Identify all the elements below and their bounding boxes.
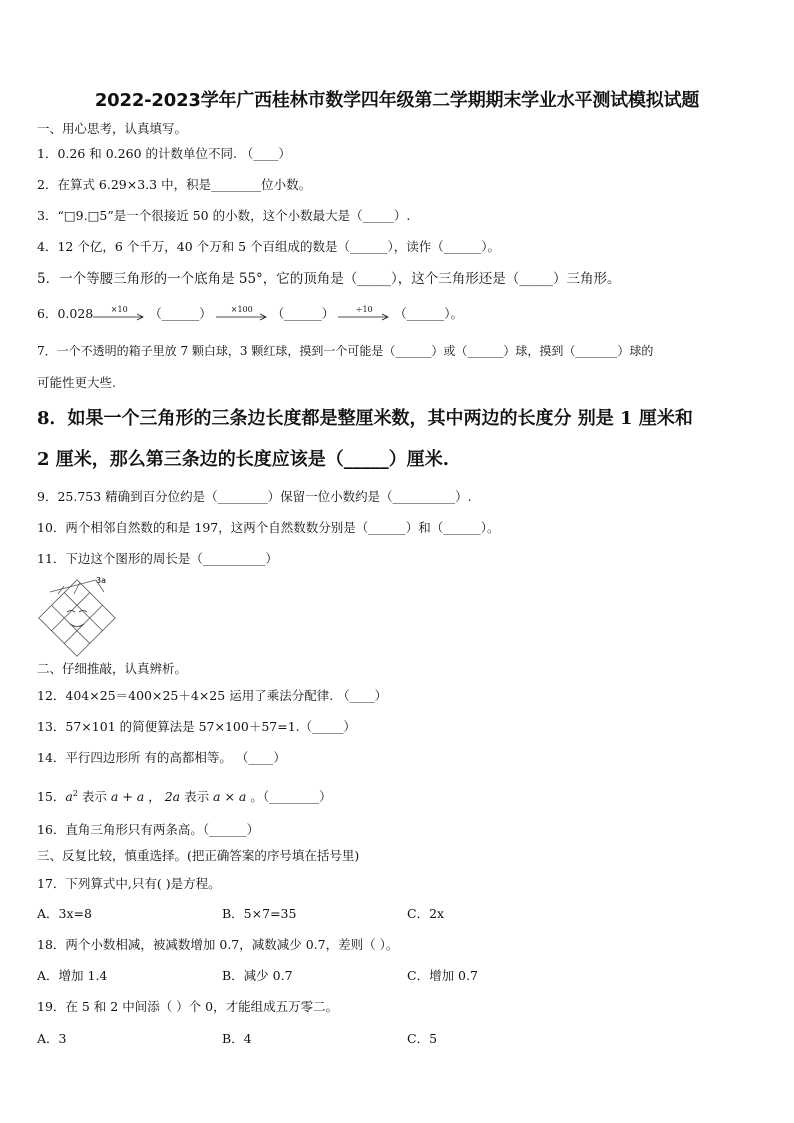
page-title: 2022-2023学年广西桂林市数学四年级第二学期期末学业水平测试模拟试题 [94, 90, 700, 111]
q15-num: 15． [37, 789, 66, 805]
q11-figure [36, 574, 126, 664]
q19-option-a: A．3 [37, 1031, 67, 1046]
question-1: 1．0.26 和 0.260 的计数单位不同. （____） [37, 146, 291, 161]
q15-t2: 表示 [180, 789, 214, 805]
question-12: 12．404×25＝400×25＋4×25 运用了乘法分配律. （____） [37, 688, 388, 703]
question-3: 3．“□9.□5”是一个很接近 50 的小数，这个小数最大是（_____）. [37, 208, 411, 223]
q6-blank-3: （______）。 [394, 306, 463, 321]
question-7-line-2: 可能性更大些. [37, 375, 116, 390]
question-17: 17．下列算式中,只有( )是方程。 [37, 876, 221, 891]
question-11: 11．下边这个图形的周长是（__________） [37, 551, 278, 566]
arrow-right-icon [338, 308, 390, 322]
arrow-2-label: ×100 [230, 304, 253, 314]
q15-e1: a + a [110, 789, 145, 805]
q15-b: 2a [164, 789, 181, 805]
q18-option-c: C．增加 0.7 [407, 968, 478, 983]
fig-label: 3a [96, 576, 106, 585]
question-6 [37, 306, 463, 322]
q6-blank-2: （______） [271, 306, 335, 321]
question-4: 4．12 个亿，6 个千万，40 个万和 5 个百组成的数是（______），读作（______）。 [37, 239, 501, 254]
section-heading-2: 二、仔细推敲，认真辨析。 [37, 661, 188, 676]
question-8-line-2: 2 厘米，那么第三条边的长度应该是（_____）厘米. [37, 449, 450, 470]
arrow-right-icon [216, 308, 268, 322]
question-14: 14．平行四边形所 有的高都相等。 （____） [37, 750, 286, 765]
q17-option-b: B．5×7=35 [222, 906, 297, 921]
q17-option-c: C．2x [407, 906, 445, 921]
q15-sep: ， [144, 789, 165, 805]
question-5: 5．一个等腰三角形的一个底角是 55°，它的顶角是（_____），这个三角形还是（_____）三角形。 [37, 271, 621, 287]
question-2: 2．在算式 6.29×3.3 中，积是________位小数。 [37, 177, 312, 192]
question-15 [37, 786, 332, 805]
q18-option-a: A．增加 1.4 [37, 968, 108, 983]
arrow-1 [93, 304, 145, 322]
section-heading-3: 三、反复比较，慎重选择。(把正确答案的序号填在括号里) [37, 848, 360, 863]
question-19: 19．在 5 和 2 中间添（ ）个 0，才能组成五万零二。 [37, 999, 339, 1014]
arrow-3 [338, 304, 390, 322]
q15-a: a [65, 789, 73, 805]
question-13: 13．57×101 的简便算法是 57×100＋57=1.（_____） [37, 719, 356, 734]
q15-end: 。（________） [246, 789, 332, 805]
arrow-2 [216, 304, 268, 322]
arrow-3-label: ÷10 [355, 304, 373, 314]
section-heading-1: 一、用心思考，认真填写。 [37, 121, 188, 136]
question-10: 10．两个相邻自然数的和是 197，这两个自然数数分别是（______）和（______）。 [37, 520, 500, 535]
q17-option-a: A．3x=8 [37, 906, 92, 921]
question-8-line-1: 8．如果一个三角形的三条边长度都是整厘米数，其中两边的长度分 别是 1 厘米和 [37, 408, 693, 429]
q19-option-c: C．5 [407, 1031, 438, 1046]
question-18: 18．两个小数相减，被减数增加 0.7，减数减少 0.7，差则（ ）。 [37, 937, 399, 952]
q6-blank-1: （______） [149, 306, 212, 321]
question-9: 9．25.753 精确到百分位约是（________）保留一位小数约是（__________）. [37, 489, 472, 504]
grid-figure-icon [36, 574, 126, 660]
arrow-right-icon [93, 308, 145, 322]
q19-option-b: B．4 [222, 1031, 252, 1046]
q15-e2: a × a [213, 789, 247, 805]
arrow-1-label: ×10 [110, 304, 128, 314]
q18-option-b: B．减少 0.7 [222, 968, 293, 983]
question-7-line-1: 7．一个不透明的箱子里放 7 颗白球，3 颗红球，摸到一个可能是（______）或（______）球，摸到（_______）球的 [37, 344, 654, 358]
q6-start: 6．0.028 [37, 306, 94, 321]
q15-t1: 表示 [77, 789, 111, 805]
q15-sup: 2 [72, 789, 78, 798]
question-16: 16．直角三角形只有两条高。（______） [37, 822, 260, 837]
